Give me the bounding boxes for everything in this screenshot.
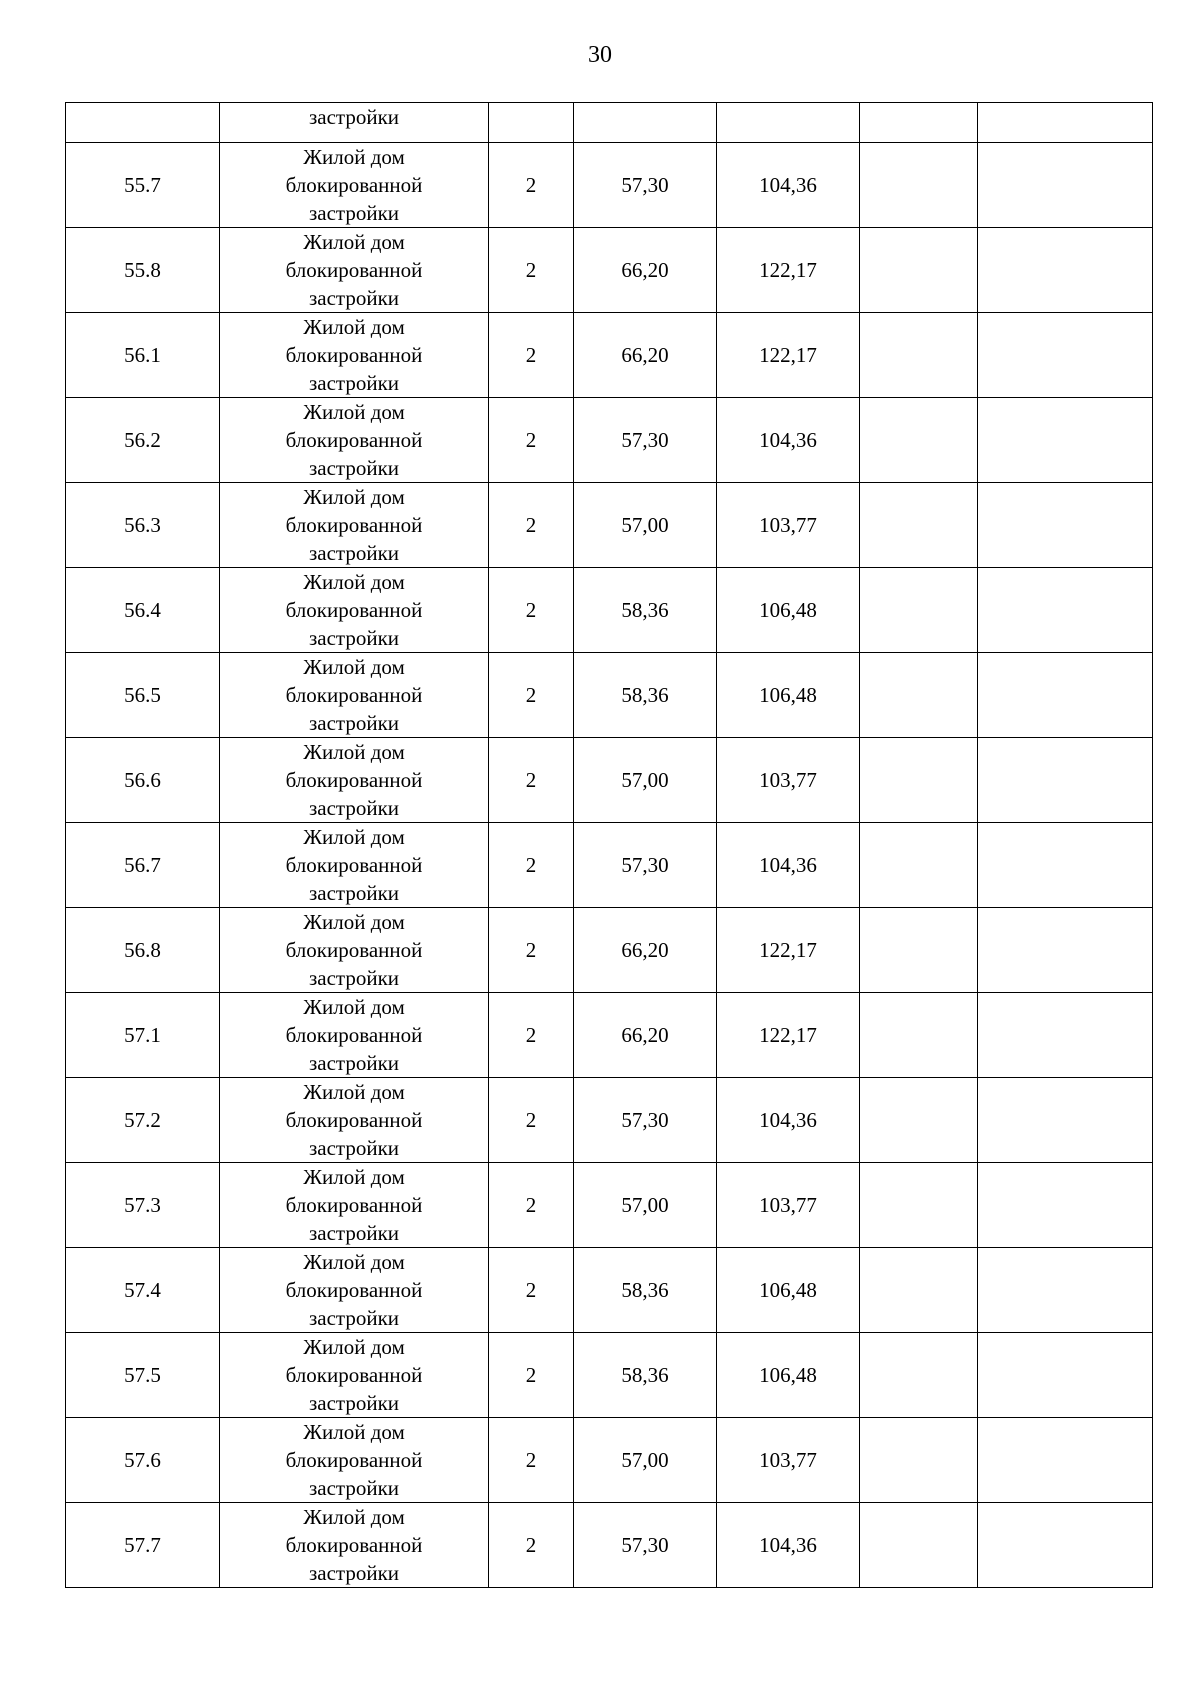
- building-type-text: Жилой дом блокированной застройки: [285, 655, 423, 735]
- cell-num: 57.1: [66, 993, 220, 1078]
- cell-name: [220, 1503, 489, 1588]
- cell-col7: [978, 1248, 1153, 1333]
- cell-area2: 106,48: [717, 568, 860, 653]
- cell-area2: 106,48: [717, 1333, 860, 1418]
- cell-col6: [860, 908, 978, 993]
- cell-area2: 106,48: [717, 1248, 860, 1333]
- cell-floors: 2: [489, 228, 574, 313]
- cell-num: 56.1: [66, 313, 220, 398]
- cell-num: 55.7: [66, 143, 220, 228]
- cell-col6: [860, 398, 978, 483]
- table-row: [66, 738, 1153, 823]
- cell-area2: 104,36: [717, 823, 860, 908]
- cell-area2: 103,77: [717, 1163, 860, 1248]
- cell-area2: 122,17: [717, 908, 860, 993]
- building-type-text: Жилой дом блокированной застройки: [285, 485, 423, 565]
- cell-area2: 104,36: [717, 1503, 860, 1588]
- cell-name: [220, 1078, 489, 1163]
- cell-area2: 103,77: [717, 483, 860, 568]
- cell-col6: [860, 653, 978, 738]
- building-type-text: Жилой дом блокированной застройки: [285, 570, 423, 650]
- cell-floors: 2: [489, 1163, 574, 1248]
- cell-floors: 2: [489, 568, 574, 653]
- cell-floors: 2: [489, 313, 574, 398]
- cell-num: 56.3: [66, 483, 220, 568]
- cell-floors: 2: [489, 653, 574, 738]
- cell-area1: 66,20: [574, 228, 717, 313]
- cell-num: [66, 103, 220, 143]
- cell-area2: 104,36: [717, 143, 860, 228]
- building-type-text: Жилой дом блокированной застройки: [285, 910, 423, 990]
- cell-name: [220, 653, 489, 738]
- buildings-table: [65, 102, 1153, 1588]
- cell-floors: 2: [489, 398, 574, 483]
- cell-area2: 104,36: [717, 398, 860, 483]
- cell-num: 56.7: [66, 823, 220, 908]
- cell-col7: [978, 313, 1153, 398]
- cell-floors: 2: [489, 1078, 574, 1163]
- cell-col6: [860, 103, 978, 143]
- table-row: [66, 1503, 1153, 1588]
- table-row: [66, 993, 1153, 1078]
- cell-name: [220, 398, 489, 483]
- cell-floors: 2: [489, 1503, 574, 1588]
- table-row: [66, 313, 1153, 398]
- cell-area1: 57,30: [574, 823, 717, 908]
- cell-num: 56.8: [66, 908, 220, 993]
- building-type-text: Жилой дом блокированной застройки: [285, 1335, 423, 1415]
- cell-num: 56.4: [66, 568, 220, 653]
- building-type-text: Жилой дом блокированной застройки: [285, 1165, 423, 1245]
- cell-name: [220, 908, 489, 993]
- cell-area2: 104,36: [717, 1078, 860, 1163]
- cell-area1: 66,20: [574, 993, 717, 1078]
- cell-col6: [860, 313, 978, 398]
- cell-floors: 2: [489, 1418, 574, 1503]
- cell-name: [220, 1333, 489, 1418]
- table-row: [66, 823, 1153, 908]
- cell-col6: [860, 993, 978, 1078]
- building-type-text: Жилой дом блокированной застройки: [285, 1505, 423, 1585]
- cell-area1: 57,00: [574, 1418, 717, 1503]
- cell-col7: [978, 398, 1153, 483]
- building-type-text: Жилой дом блокированной застройки: [285, 995, 423, 1075]
- building-type-text: Жилой дом блокированной застройки: [285, 1420, 423, 1500]
- cell-name: [220, 228, 489, 313]
- cell-num: 57.3: [66, 1163, 220, 1248]
- building-type-text: Жилой дом блокированной застройки: [285, 1250, 423, 1330]
- table-row: [66, 1248, 1153, 1333]
- cell-area2: 122,17: [717, 228, 860, 313]
- cell-floors: 2: [489, 993, 574, 1078]
- cell-name: [220, 823, 489, 908]
- cell-area1: 66,20: [574, 908, 717, 993]
- cell-floors: 2: [489, 823, 574, 908]
- cell-area1: 57,30: [574, 398, 717, 483]
- cell-col6: [860, 228, 978, 313]
- cell-col7: [978, 483, 1153, 568]
- building-type-text: Жилой дом блокированной застройки: [285, 740, 423, 820]
- cell-name: [220, 738, 489, 823]
- cell-area2: 122,17: [717, 313, 860, 398]
- cell-floors: 2: [489, 483, 574, 568]
- cell-num: 57.7: [66, 1503, 220, 1588]
- cell-name: [220, 483, 489, 568]
- cell-num: 56.2: [66, 398, 220, 483]
- cell-num: 57.5: [66, 1333, 220, 1418]
- cell-area1: 57,00: [574, 1163, 717, 1248]
- building-type-text: Жилой дом блокированной застройки: [285, 230, 423, 310]
- building-type-text: Жилой дом блокированной застройки: [285, 1080, 423, 1160]
- cell-area1: 58,36: [574, 653, 717, 738]
- cell-area1: 57,30: [574, 143, 717, 228]
- cell-area2: 122,17: [717, 993, 860, 1078]
- cell-col7: [978, 653, 1153, 738]
- cell-col7: [978, 568, 1153, 653]
- table-row: [66, 1163, 1153, 1248]
- cell-col6: [860, 568, 978, 653]
- table-body: [66, 103, 1153, 1588]
- cell-num: 57.6: [66, 1418, 220, 1503]
- cell-area2: 103,77: [717, 1418, 860, 1503]
- building-type-text: Жилой дом блокированной застройки: [285, 145, 423, 225]
- cell-area1: 57,00: [574, 483, 717, 568]
- table-row: [66, 653, 1153, 738]
- cell-name: [220, 1163, 489, 1248]
- building-type-text: Жилой дом блокированной застройки: [285, 315, 423, 395]
- cell-floors: [489, 103, 574, 143]
- table-row: [66, 143, 1153, 228]
- cell-num: 57.4: [66, 1248, 220, 1333]
- cell-floors: 2: [489, 1333, 574, 1418]
- cell-col6: [860, 1333, 978, 1418]
- cell-col7: [978, 908, 1153, 993]
- cell-col6: [860, 143, 978, 228]
- cell-area1: 58,36: [574, 1333, 717, 1418]
- cell-area1: 58,36: [574, 1248, 717, 1333]
- cell-col6: [860, 1503, 978, 1588]
- cell-name: [220, 1418, 489, 1503]
- cell-col7: [978, 993, 1153, 1078]
- cell-num: 56.5: [66, 653, 220, 738]
- cell-floors: 2: [489, 908, 574, 993]
- cell-col6: [860, 1078, 978, 1163]
- cell-floors: 2: [489, 1248, 574, 1333]
- cell-floors: 2: [489, 143, 574, 228]
- cell-col7: [978, 738, 1153, 823]
- cell-col6: [860, 1418, 978, 1503]
- cell-area1: 58,36: [574, 568, 717, 653]
- table-row: [66, 1078, 1153, 1163]
- table-row: [66, 398, 1153, 483]
- table-row: [66, 908, 1153, 993]
- cell-num: 57.2: [66, 1078, 220, 1163]
- cell-col7: [978, 1503, 1153, 1588]
- cell-name: застройки: [220, 103, 489, 143]
- cell-col7: [978, 228, 1153, 313]
- cell-name: [220, 568, 489, 653]
- cell-area1: 57,30: [574, 1078, 717, 1163]
- cell-area1: 66,20: [574, 313, 717, 398]
- cell-col7: [978, 1163, 1153, 1248]
- cell-col6: [860, 1163, 978, 1248]
- table-row: [66, 1418, 1153, 1503]
- table-row: [66, 568, 1153, 653]
- cell-area1: 57,30: [574, 1503, 717, 1588]
- page-number: 30: [588, 42, 612, 68]
- cell-num: 55.8: [66, 228, 220, 313]
- cell-floors: 2: [489, 738, 574, 823]
- cell-col7: [978, 143, 1153, 228]
- building-type-text: Жилой дом блокированной застройки: [285, 825, 423, 905]
- cell-area2: 106,48: [717, 653, 860, 738]
- table-row: [66, 1333, 1153, 1418]
- cell-col6: [860, 1248, 978, 1333]
- cell-col7: [978, 1418, 1153, 1503]
- table-row-continuation: [66, 103, 1153, 143]
- cell-col6: [860, 738, 978, 823]
- building-type-text: Жилой дом блокированной застройки: [285, 400, 423, 480]
- cell-area1: [574, 103, 717, 143]
- cell-name: [220, 993, 489, 1078]
- cell-col6: [860, 483, 978, 568]
- cell-name: [220, 1248, 489, 1333]
- cell-area1: 57,00: [574, 738, 717, 823]
- cell-area2: 103,77: [717, 738, 860, 823]
- cell-area2: [717, 103, 860, 143]
- cell-num: 56.6: [66, 738, 220, 823]
- cell-name: [220, 313, 489, 398]
- cell-col7: [978, 1333, 1153, 1418]
- cell-name: [220, 143, 489, 228]
- cell-col7: [978, 823, 1153, 908]
- cell-col7: [978, 1078, 1153, 1163]
- table-row: [66, 228, 1153, 313]
- cell-col6: [860, 823, 978, 908]
- table-row: [66, 483, 1153, 568]
- cell-col7: [978, 103, 1153, 143]
